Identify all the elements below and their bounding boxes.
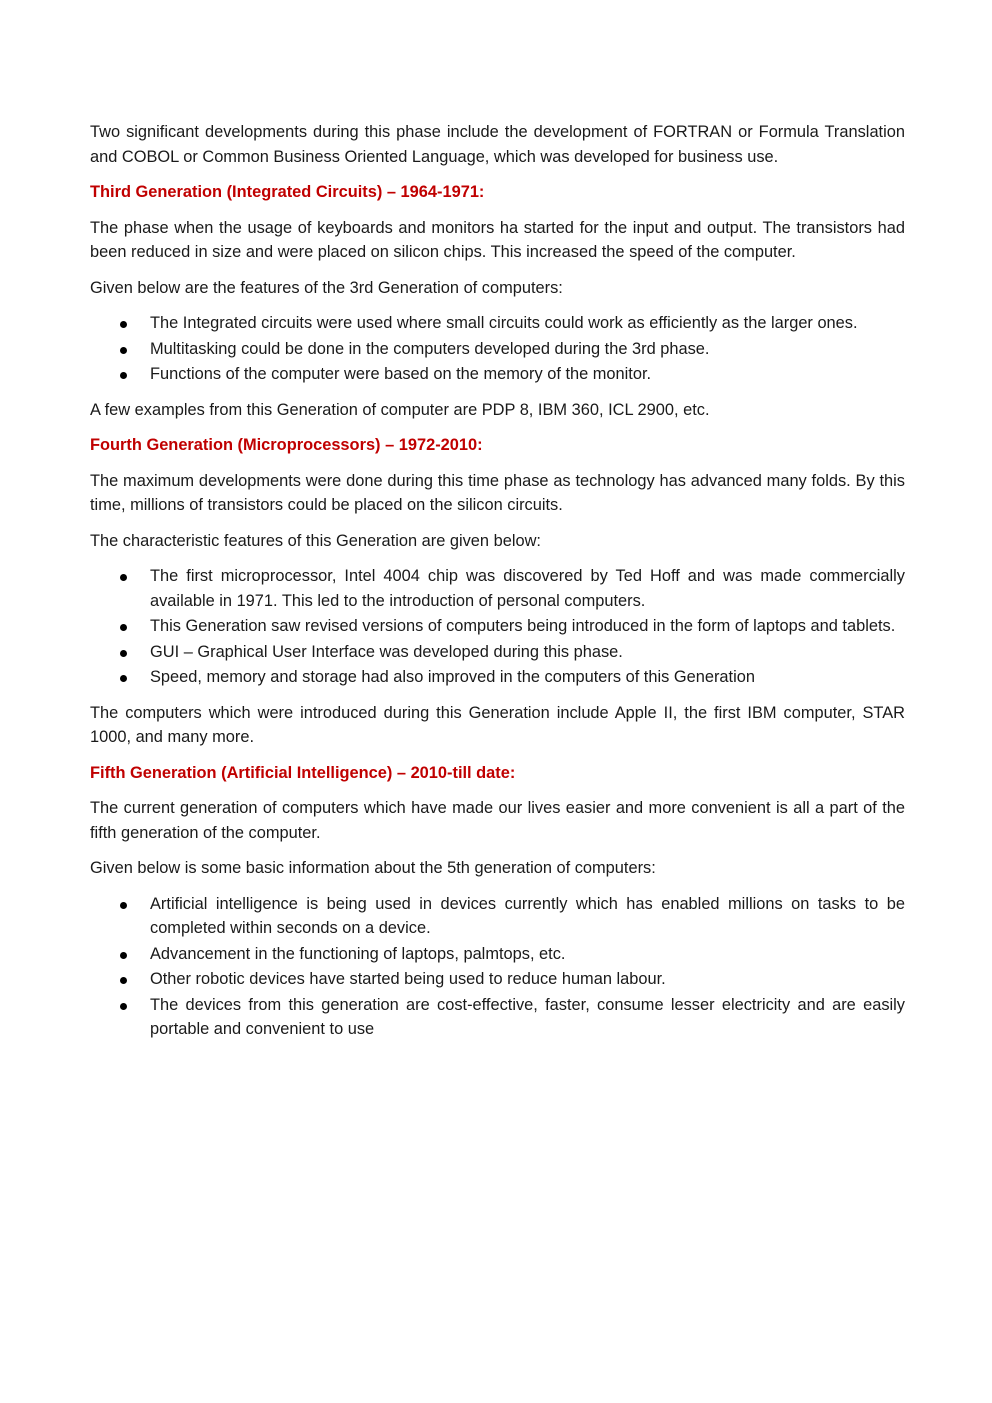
list-item-text: Functions of the computer were based on the memory of the monitor. [150,365,652,383]
list-item [90,614,905,639]
list-item [90,311,905,336]
list-item-text: Other robotic devices have started being used to reduce human labour. [150,970,666,988]
list-item [90,640,905,665]
fourth-generation-heading: Fourth Generation (Microprocessors) – 1972-2010: [90,436,483,454]
list-item-text: This Generation saw revised versions of computers being introduced in the form of laptops and tablets. [150,617,896,635]
list-item-text: Artificial intelligence is being used in devices currently which has enabled millions on tasks to be completed within seconds on a device. [150,894,905,937]
fourth-generation-features-intro: The characteristic features of this Generation are given below: [90,531,541,550]
document-page [90,120,905,1053]
list-item-text: Multitasking could be done in the computers developed during the 3rd phase. [150,339,710,358]
fourth-generation-examples: The computers which were introduced during this Generation include Apple II, the first IBM computer, STAR 1000, and many more. [90,703,905,746]
list-item-text: The Integrated circuits were used where small circuits could work as efficiently as the larger ones. [150,314,858,332]
fifth-generation-features-intro: Given below is some basic information about the 5th generation of computers: [90,859,656,877]
bullet-icon [120,1003,127,1010]
list-item-text: Speed, memory and storage had also improved in the computers of this Generation [150,668,755,686]
bullet-icon [120,675,127,682]
third-generation-examples: A few examples from this Generation of computer are PDP 8, IBM 360, ICL 2900, etc. [90,400,710,419]
list-item [90,337,905,362]
list-item [90,993,905,1042]
fifth-generation-paragraph: The current generation of computers which have made our lives easier and more convenient is all a part of the fifth generation of the computer. [90,799,905,842]
list-item-text: The devices from this generation are cost-effective, faster, consume lesser electricity and are easily portable and convenient to use [150,995,905,1038]
bullet-icon [120,321,127,328]
intro-paragraph: Two significant developments during this phase include the development of FORTRAN or Formula Translation and COBOL or Common Business Oriented Language, which was developed for business use. [90,123,905,166]
fifth-generation-section [90,761,905,1042]
bullet-icon [120,952,127,959]
third-generation-paragraph: The phase when the usage of keyboards and monitors ha started for the input and output. The transistors had been reduced in size and were placed on silicon chips. This increased the speed of the computer. [90,218,905,261]
list-item-text: The first microprocessor, Intel 4004 chip was discovered by Ted Hoff and was made commercially available in 1971. This led to the introduction of personal computers. [150,567,905,610]
list-item [90,942,905,967]
bullet-icon [120,372,127,379]
list-item-text: GUI – Graphical User Interface was developed during this phase. [150,642,623,661]
bullet-icon [120,650,127,657]
third-generation-features-intro: Given below are the features of the 3rd Generation of computers: [90,278,563,297]
list-item [90,564,905,613]
list-item [90,362,905,387]
list-item [90,665,905,690]
list-item-text: Advancement in the functioning of laptops, palmtops, etc. [150,944,566,963]
bullet-icon [120,347,127,354]
list-item [90,967,905,992]
bullet-icon [120,574,127,581]
fourth-generation-section [90,433,905,750]
fifth-generation-heading: Fifth Generation (Artificial Intelligence) – 2010-till date: [90,763,516,782]
list-item [90,892,905,941]
bullet-icon [120,624,127,631]
bullet-icon [120,977,127,984]
third-generation-section [90,180,905,422]
fourth-generation-paragraph: The maximum developments were done during this time phase as technology has advanced many folds. By this time, millions of transistors could be placed on the silicon circuits. [90,471,905,514]
fifth-generation-bullet-list [90,892,905,1042]
third-generation-bullet-list [90,311,905,387]
fourth-generation-bullet-list [90,564,905,690]
third-generation-heading: Third Generation (Integrated Circuits) – 1964-1971: [90,183,485,201]
bullet-icon [120,902,127,909]
